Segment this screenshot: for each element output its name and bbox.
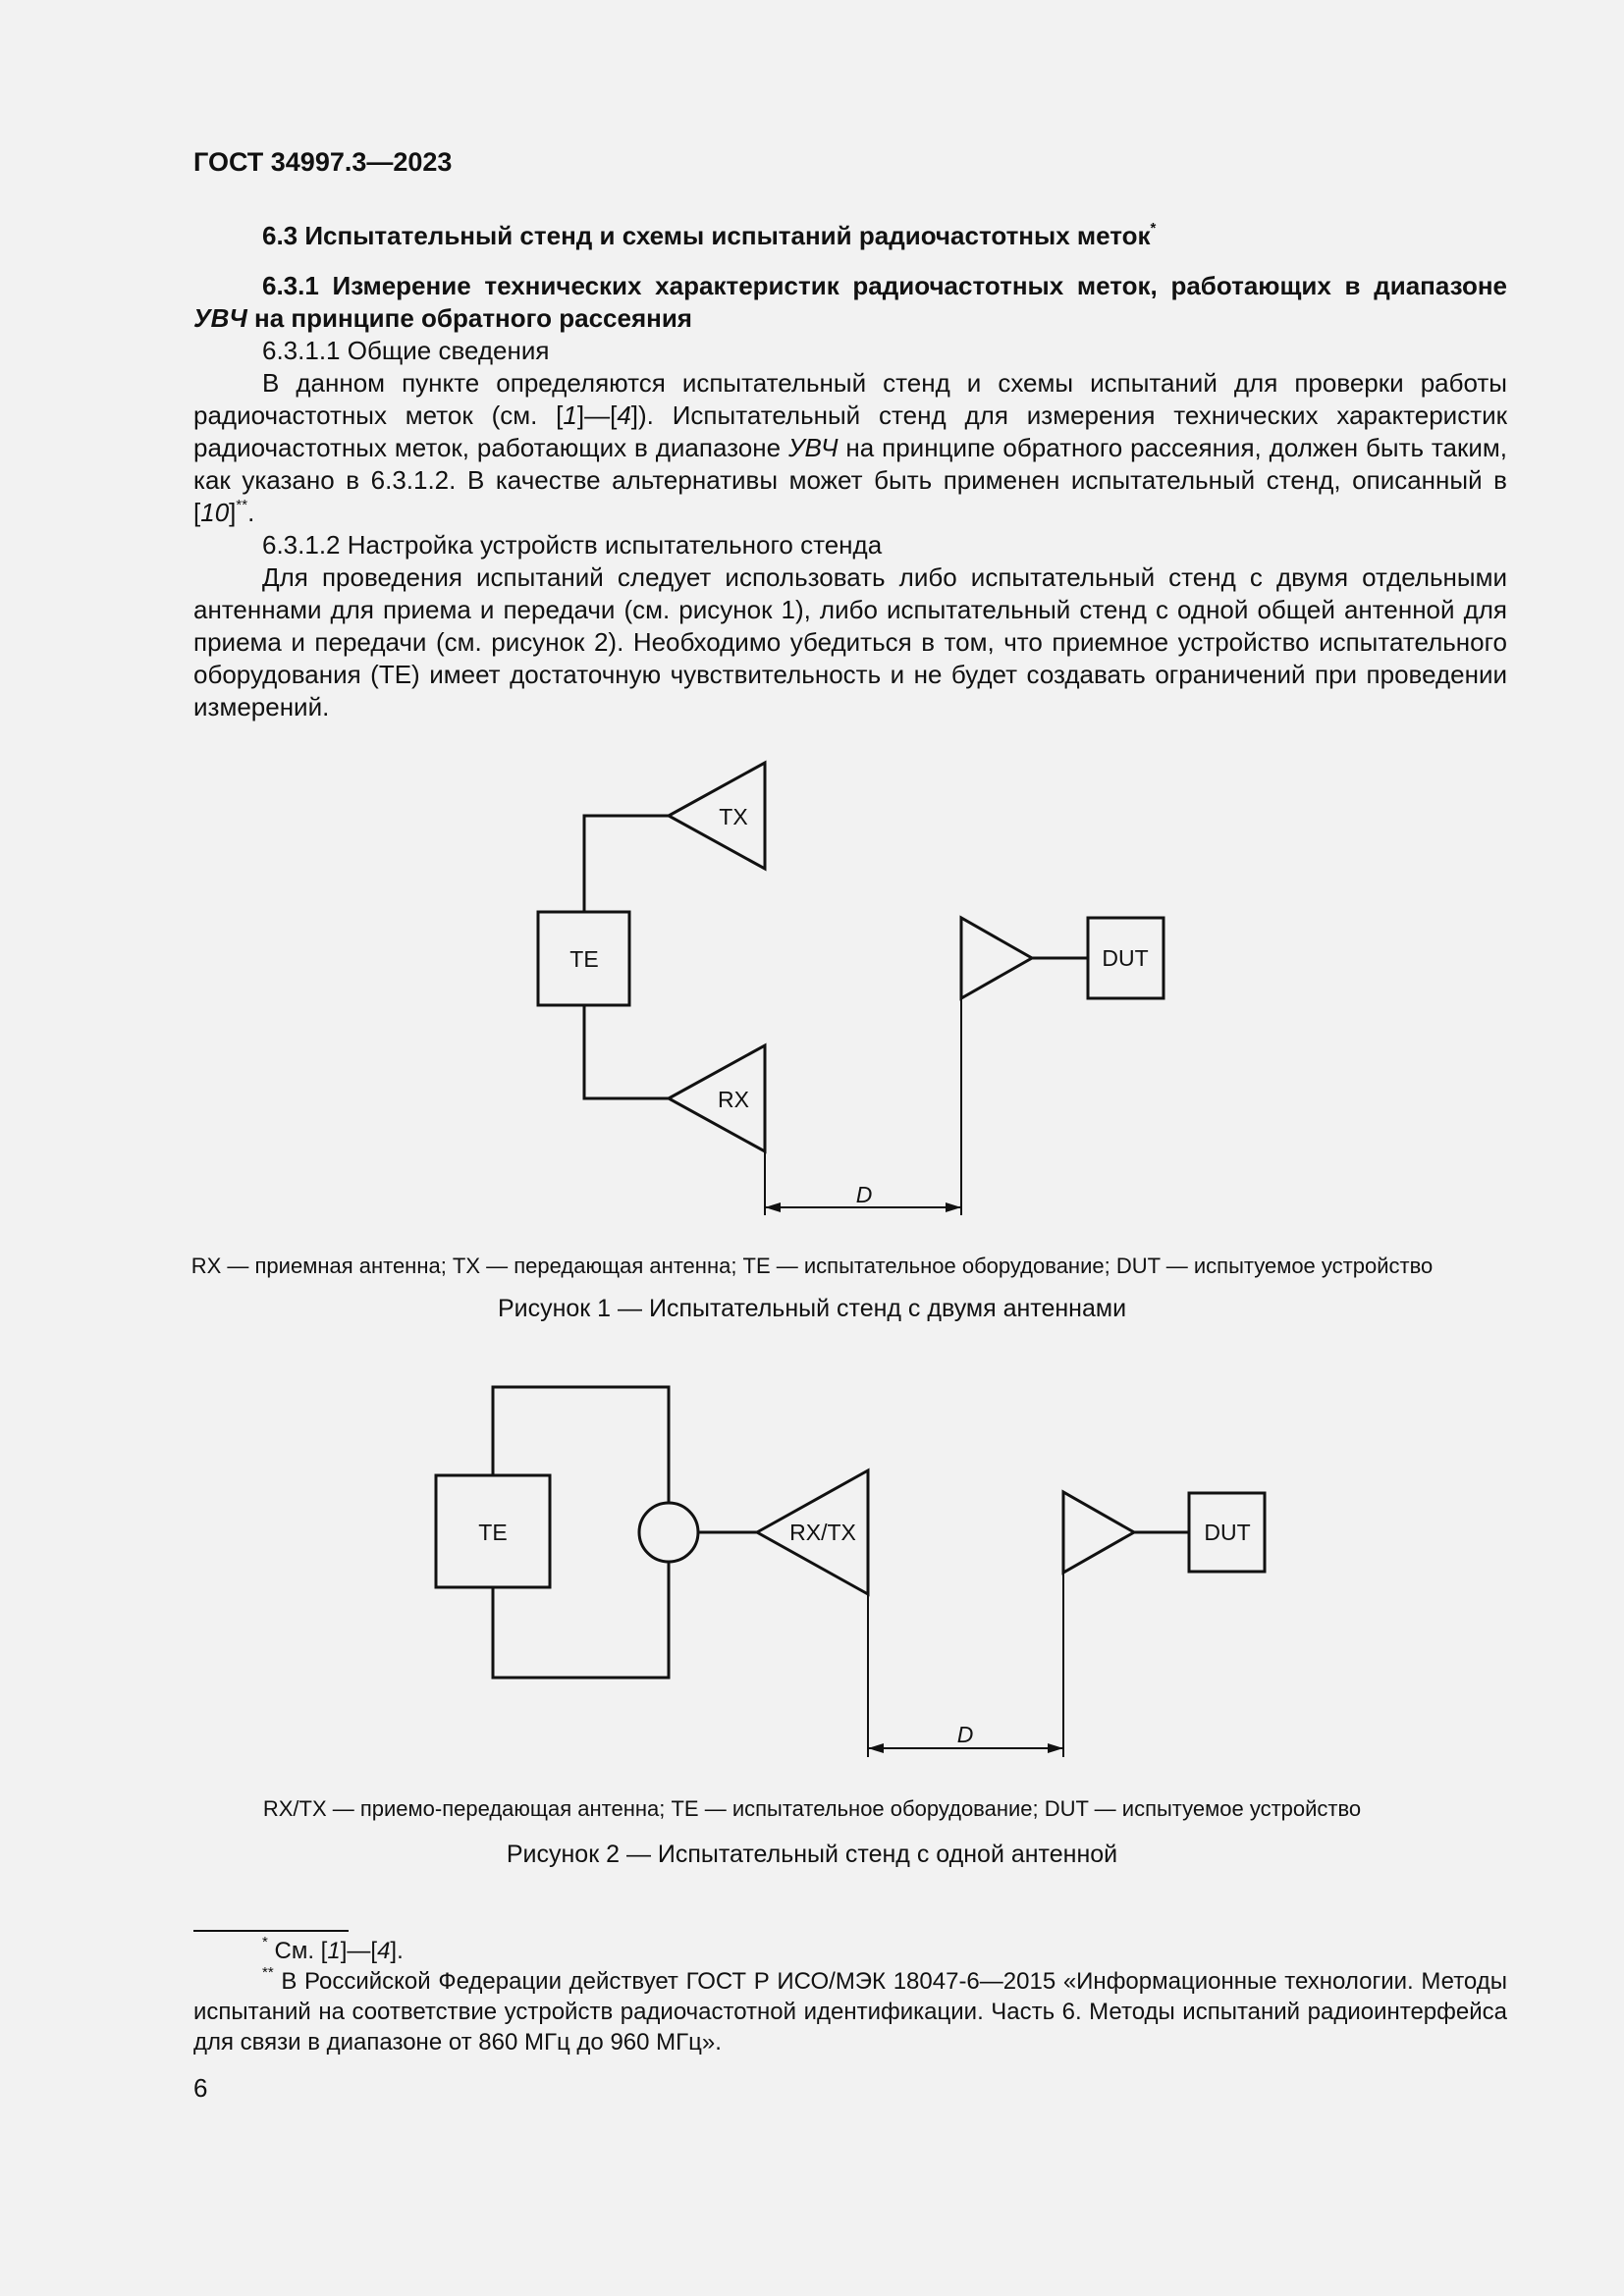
distance-label: D xyxy=(855,1182,873,1207)
te-top-loop xyxy=(493,1387,669,1503)
figure-1-caption: Рисунок 1 — Испытательный стенд с двумя антеннами xyxy=(497,1295,1127,1322)
rx-label: RX xyxy=(718,1087,749,1112)
te-label: TE xyxy=(478,1520,508,1545)
dut-label: DUT xyxy=(1102,945,1149,971)
footnote-2: ** В Российской Федерации действует ГОСТ Р ИСО/МЭК 18047-6—2015 «Информационные технологии. Методы испытаний на соответствие устройств радиочастотной идентификации. Часть 6. Методы испытаний радиоинтерфейса для связи в диапазоне от 860 МГц до 960 МГц». xyxy=(193,1964,1507,2056)
paragraph-setup: Для проведения испытаний следует использовать либо испытательный стенд с двумя отдельными антеннами для приема и передачи (см. рисунок 1), либо испытательный стенд с одной общей антенной для приема и передачи (см. рисунок 2). Необходимо убедиться в том, что приемное устройство испытательного оборудования (TE) имеет достаточную чувствительность и не будет создавать ограничений при проведении измерений. xyxy=(193,562,1507,721)
te-tx-line xyxy=(584,816,669,912)
paragraph-general: В данном пункте определяются испытательный стенд и схемы испытаний для проверки работы радиочастотных меток (см. [1]—[4]). Испытательный стенд для измерения технических характеристик радиочастотных меток, работающих в диапазоне УВЧ на принципе обратного рассеяния, должен быть таким, как указано в 6.3.1.2. В качестве альтернативы может быть применен испытательный стенд, описанный в [10]**. xyxy=(193,368,1508,527)
dut-antenna xyxy=(1063,1492,1134,1573)
rxtx-label: RX/TX xyxy=(789,1520,856,1545)
arrow-left xyxy=(765,1202,781,1212)
arrow-left xyxy=(868,1743,884,1753)
footnote-mark: * xyxy=(1150,220,1157,237)
footnote-1: * См. [1]—[4]. xyxy=(262,1934,404,1964)
figure-2-legend: RX/TX — приемо-передающая антенна; TE — испытательное оборудование; DUT — испытуемое устройство xyxy=(262,1796,1362,1821)
distance-label: D xyxy=(956,1722,974,1747)
arrow-right xyxy=(1048,1743,1063,1753)
main-content xyxy=(193,220,1507,723)
circulator xyxy=(639,1503,698,1562)
footnote-separator xyxy=(193,1930,349,1932)
figure-1 xyxy=(0,746,1624,1227)
subsection-title: 6.3.1 Измерение технических характеристик радиочастотных меток, работающих в диапазоне УВЧ на принципе обратного рассеяния xyxy=(193,271,1507,333)
section-title: 6.3 Испытательный стенд и схемы испытаний радиочастотных меток* xyxy=(262,220,1157,250)
footnote-mark: ** xyxy=(236,497,248,513)
arrow-right xyxy=(946,1202,961,1212)
te-rx-line xyxy=(584,1005,669,1098)
paragraph-heading-general: 6.3.1.1 Общие сведения xyxy=(262,336,550,365)
footnotes xyxy=(193,1936,1507,2057)
te-label: TE xyxy=(569,946,599,972)
tx-label: TX xyxy=(719,804,748,829)
dut-antenna xyxy=(961,918,1032,998)
paragraph-heading-setup: 6.3.1.2 Настройка устройств испытательного стенда xyxy=(262,530,883,560)
figure-1-legend: RX — приемная антенна; TX — передающая антенна; TE — испытательное оборудование; DUT — испытуемое устройство xyxy=(190,1254,1434,1278)
dut-label: DUT xyxy=(1204,1520,1251,1545)
figure-2-diagram xyxy=(0,1374,1624,1777)
figure-1-diagram xyxy=(0,746,1624,1227)
te-bottom-loop xyxy=(493,1562,669,1678)
figure-2 xyxy=(0,1374,1624,1777)
figure-2-caption: Рисунок 2 — Испытательный стенд с одной антенной xyxy=(506,1841,1118,1868)
rx-antenna xyxy=(669,1045,765,1151)
tx-antenna xyxy=(669,763,765,869)
page-number: 6 xyxy=(193,2073,208,2103)
document-header: ГОСТ 34997.3—2023 xyxy=(193,147,453,177)
